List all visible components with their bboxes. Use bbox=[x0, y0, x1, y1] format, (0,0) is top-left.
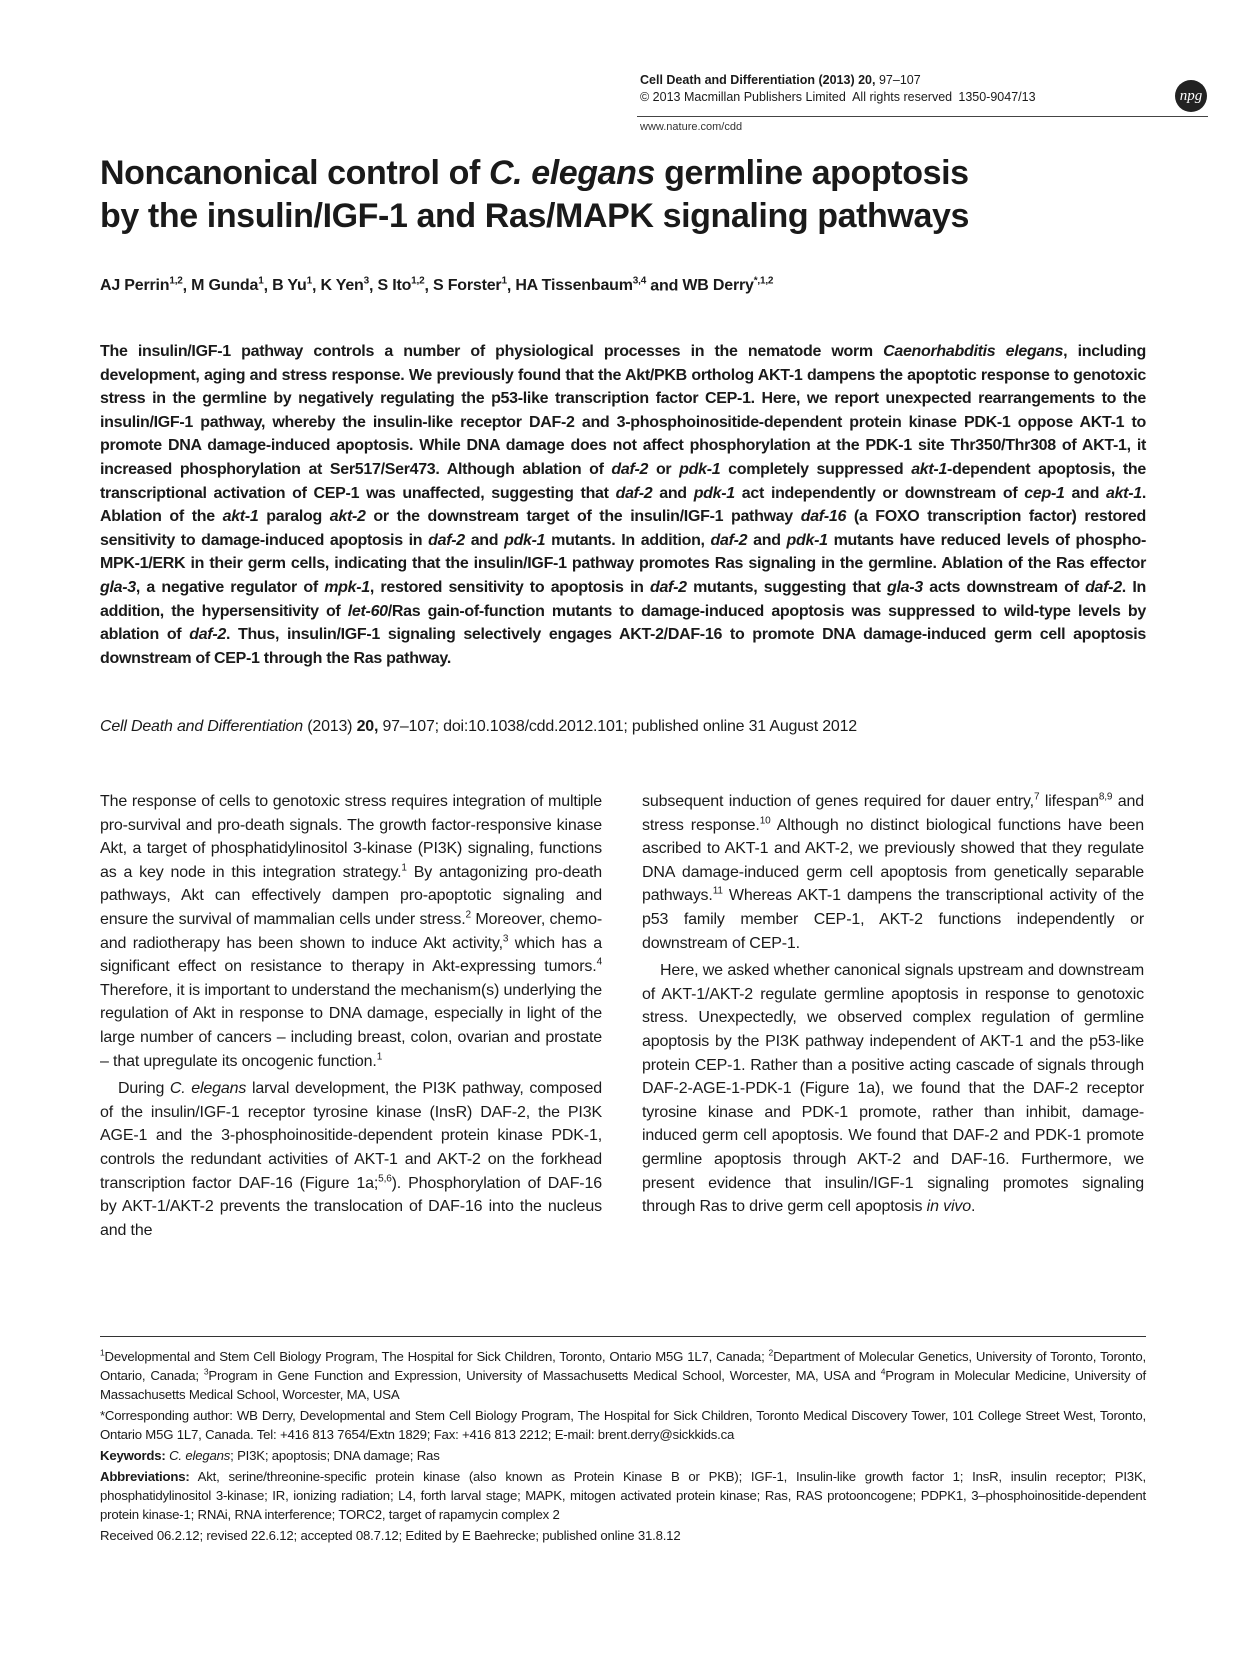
footnotes bbox=[100, 1347, 1146, 1547]
journal-pages: 97–107 bbox=[878, 73, 921, 87]
paragraph: $^1$Developmental and Stem Cell Biology Program, The Hospital for Sick Children, Toronto, Ontario M5G 1L7, Canada; $^2$Department of Molecular Genetics, University of Toronto, Toronto, Ontario, Canada; $^3$Program in Gene Function and Expression, University of Massachusetts Medical School, Worcester, MA, USA and $^4$Program in Molecular Medicine, University of Massachusetts Medical School, Worcester, MA, USA bbox=[100, 1347, 1146, 1402]
title-line2: by the insulin/IGF-1 and Ras/MAPK signaling pathways bbox=[100, 197, 969, 235]
author: M Gunda$^1$ bbox=[191, 276, 264, 295]
journal-url[interactable]: www.nature.com/cdd bbox=[640, 121, 743, 133]
author: K Yen$^3$ bbox=[320, 276, 369, 295]
citation-journal: Cell Death and Differentiation bbox=[100, 718, 304, 735]
copyright-line: © 2013 Macmillan Publishers Limited All rights reserved 1350-9047/13 bbox=[640, 90, 1036, 104]
author: B Yu$^1$ bbox=[272, 276, 312, 295]
citation-volume: 20, bbox=[356, 718, 379, 735]
citation-rest: 97–107; doi:10.1038/cdd.2012.101; published online 31 August 2012 bbox=[378, 718, 857, 735]
title-part1: Noncanonical control of bbox=[100, 154, 489, 192]
journal-header bbox=[640, 72, 1036, 106]
paragraph: *Corresponding author: WB Derry, Developmental and Stem Cell Biology Program, The Hospital for Sick Children, Toronto Medical Discovery Tower, 101 College Street West, Toronto, Ontario M5G 1L7, Canada. Tel: +416 813 7654/Extn 1829; Fax: +416 813 2212; E-mail: brent.derry@sickkids.ca bbox=[100, 1408, 1146, 1442]
body-column-left bbox=[100, 790, 602, 1242]
article-title bbox=[100, 152, 1160, 238]
body-column-right bbox=[642, 790, 1144, 1219]
header-divider bbox=[637, 116, 1208, 117]
paragraph: Abbreviations: Akt, serine/threonine-specific protein kinase (also known as Protein Kinase B or PKB); IGF-1, Insulin-like growth factor 1; InsR, insulin receptor; PI3K, phosphatidylinositol 3-kinase; IR, ionizing radiation; L4, forth larval stage; MAPK, mitogen activated protein kinase; Ras, RAS protooncogene; PDPK1, 3–phosphoinositide-dependent protein kinase-1; RNAi, RNA interference; TORC2, target of rapamycin complex 2 bbox=[100, 1469, 1146, 1522]
paragraph: Keywords: C. elegans; PI3K; apoptosis; DNA damage; Ras bbox=[100, 1448, 440, 1463]
author: HA Tissenbaum$^{3,4}$ bbox=[515, 276, 647, 295]
abstract: The insulin/IGF-1 pathway controls a number of physiological processes in the nematode worm Caenorhabditis elegans, including development, aging and stress response. We previously found that the Akt/PKB ortholog AKT-1 dampens the apoptotic response to genotoxic stress in the germline by negatively regulating the p53-like transcription factor CEP-1. Here, we report unexpected rearrangements to the insulin/IGF-1 pathway, whereby the insulin-like receptor DAF-2 and 3-phosphoinositide-dependent protein kinase PDK-1 oppose AKT-1 to promote DNA damage-induced apoptosis. While DNA damage does not affect phosphorylation at the PDK-1 site Thr350/Thr308 of AKT-1, it increased phosphorylation at Ser517/Ser473. Although ablation of daf-2 or pdk-1 completely suppressed akt-1-dependent apoptosis, the transcriptional activation of CEP-1 was unaffected, suggesting that daf-2 and pdk-1 act independently or downstream of cep-1 and akt-1. Ablation of the akt-1 paralog akt-2 or the downstream target of the insulin/IGF-1 pathway daf-16 (a FOXO transcription factor) restored sensitivity to damage-induced apoptosis in daf-2 and pdk-1 mutants. In addition, daf-2 and pdk-1 mutants have reduced levels of phospho-MPK-1/ERK in their germ cells, indicating that the insulin/IGF-1 pathway promotes Ras signaling in the germline. Ablation of the Ras effector gla-3, a negative regulator of mpk-1, restored sensitivity to apoptosis in daf-2 mutants, suggesting that gla-3 acts downstream of daf-2. In addition, the hypersensitivity of let-60/Ras gain-of-function mutants to damage-induced apoptosis was suppressed to wild-type levels by ablation of daf-2. Thus, insulin/IGF-1 signaling selectively engages AKT-2/DAF-16 to promote DNA damage-induced germ cell apoptosis downstream of CEP-1 through the Ras pathway. bbox=[100, 343, 1147, 667]
citation-year: (2013) bbox=[303, 718, 357, 735]
footnote-divider bbox=[100, 1336, 1146, 1337]
author: S Forster$^1$ bbox=[432, 276, 507, 295]
paragraph: During C. elegans larval development, the PI3K pathway, composed of the insulin/IGF-1 receptor tyrosine kinase (InsR) DAF-2, the PI3K AGE-1 and the 3-phosphoinositide-dependent protein kinase PDK-1, controls the redundant activities of AKT-1 and AKT-2 on the forkhead transcription factor DAF-16 (Figure 1a;$^{5,6}$). Phosphorylation of DAF-16 by AKT-1/AKT-2 prevents the translocation of DAF-16 into the nucleus and the bbox=[100, 1080, 603, 1239]
journal-volume: 20, bbox=[858, 73, 876, 87]
author-list: AJ Perrin$^{1,2}$, M Gunda$^1$, B Yu$^1$, K Yen$^3$, S Ito$^{1,2}$, S Forster$^1$, HA Tissenbaum$^{3,4}$ and WB Derry$^{*,1,2}$ bbox=[100, 276, 774, 295]
npg-logo: npg bbox=[1175, 80, 1207, 112]
author: S Ito$^{1,2}$ bbox=[377, 276, 425, 295]
journal-name: Cell Death and Differentiation (2013) bbox=[640, 73, 855, 87]
paragraph: subsequent induction of genes required for dauer entry,$^7$ lifespan$^{8,9}$ and stress response.$^{10}$ Although no distinct biological functions have been ascribed to AKT-1 and AKT-2, we previously showed that they regulate DNA damage-induced germ cell apoptosis from genetically separable pathways.$^{11}$ Whereas AKT-1 dampens the transcriptional activity of the p53 family member CEP-1, AKT-2 functions independently or downstream of CEP-1. bbox=[642, 791, 1145, 952]
journal-citation-line bbox=[640, 72, 1036, 89]
citation-line bbox=[100, 718, 857, 736]
paragraph: Here, we asked whether canonical signals upstream and downstream of AKT-1/AKT-2 regulate germline apoptosis in response to genotoxic stress. Unexpectedly, we observed complex regulation of germline apoptosis by the PI3K pathway independent of AKT-1 and the p53-like protein CEP-1. Rather than a positive acting cascade of signals through DAF-2-AGE-1-PDK-1 (Figure 1a), we found that the DAF-2 receptor tyrosine kinase and PDK-1 promote, rather than inhibit, damage-induced germ cell apoptosis. We found that DAF-2 and PDK-1 promote germline apoptosis through AKT-2 and DAF-16. Furthermore, we present evidence that insulin/IGF-1 signaling promotes signaling through Ras to drive germ cell apoptosis in vivo. bbox=[642, 962, 1144, 1216]
paragraph: The response of cells to genotoxic stress requires integration of multiple pro-survival and pro-death signals. The growth factor-responsive kinase Akt, a target of phosphatidylinositol 3-kinase (PI3K) signaling, functions as a key node in this integration strategy.$^1$ By antagonizing pro-death pathways, Akt can effectively dampen pro-apoptotic signaling and ensure the survival of mammalian cells under stress.$^2$ Moreover, chemo- and radiotherapy has been shown to induce Akt activity,$^3$ which has a significant effect on resistance to therapy in Akt-expressing tumors.$^4$ Therefore, it is important to understand the mechanism(s) underlying the regulation of Akt in response to DNA damage, especially in light of the large number of cancers – including breast, colon, ovarian and prostate – that upregulate its oncogenic function.$^1$ bbox=[100, 793, 602, 1070]
title-part2: germline apoptosis bbox=[655, 154, 969, 192]
author: WB Derry$^{*,1,2}$ bbox=[682, 276, 774, 295]
author: AJ Perrin$^{1,2}$ bbox=[100, 276, 183, 295]
paragraph: Received 06.2.12; revised 22.6.12; accepted 08.7.12; Edited by E Baehrecke; published online 31.8.12 bbox=[100, 1528, 681, 1543]
title-italic: C. elegans bbox=[488, 154, 656, 192]
